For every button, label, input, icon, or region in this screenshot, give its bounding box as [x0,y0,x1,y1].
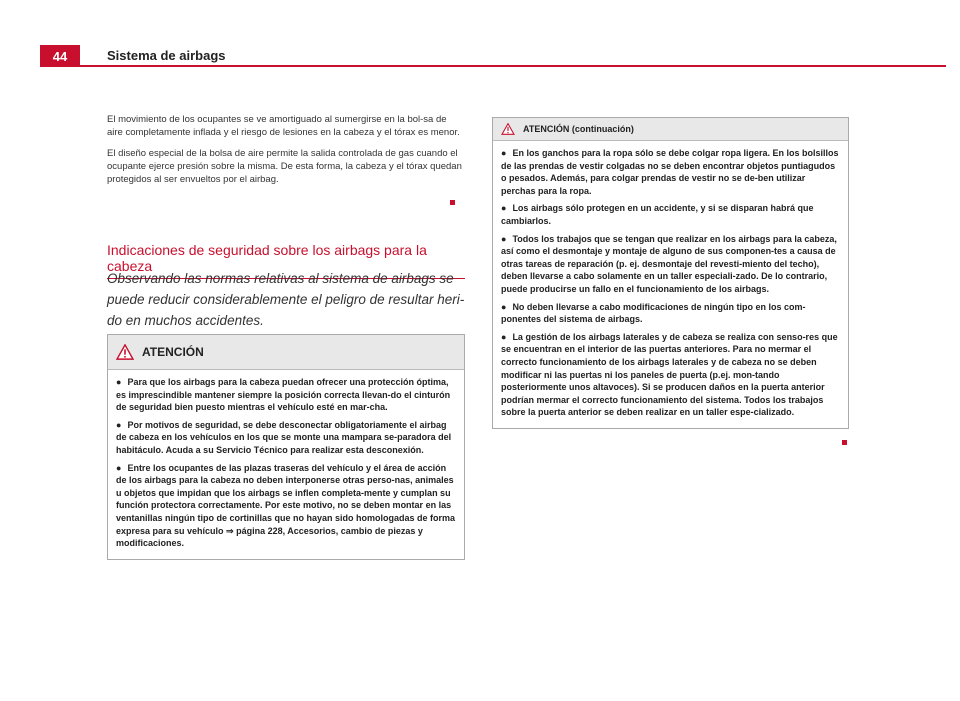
warning-header [108,335,464,370]
bullet-icon: ● [501,203,507,214]
warning-body [108,370,464,559]
warning-bullet [501,233,840,296]
bullet-icon: ● [116,419,122,430]
body-paragraph: El diseño especial de la bolsa de aire permite la salida controlada de gas cuando el ocupante ejerce presión sobre la misma. De esta forma, la cabeza y el tórax quedan protegidos al ser envueltos por el airbag. [107,148,462,185]
warning-bullet-text: La gestión de los airbags laterales y de cabeza se realiza con senso-res que se encuentran en el interior de las puertas anteriores. Para no mermar el correcto funcionamiento de los airbags laterales y de cabeza no se deben modificar ni las puertas ni los paneles de puerta (p.ej. mon-tando posteriormente unos altavoces). Si se producen daños en la puerta anterior podrían mermar el correcto funcionamiento del sistema. Todos los trabajos sobre la puerta anterior se deben realizar en un taller espe-cializado. [501,331,838,418]
warning-bullet-text: Todos los trabajos que se tengan que realizar en los airbags para la cabeza, así como el desmontaje y montaje de alguno de sus componen-tes a causa de otras tareas de reparación (p. ej. desmontaje del revesti-miento del techo), deben llevarse a cabo solamente en un taller especiali-zado. De lo contrario, puede producirse un fallo en el funcionamiento de los airbags. [501,233,837,294]
bullet-icon: ● [501,233,507,244]
warning-title: ATENCIÓN [142,345,204,359]
warning-icon [116,344,134,360]
warning-bullet [501,331,840,419]
warning-bullet [501,301,840,326]
section-end-marker [450,200,455,205]
page-number: 44 [40,45,80,67]
bullet-icon: ● [501,331,507,342]
warning-bullet [116,462,456,550]
bullet-icon: ● [116,377,122,387]
warning-bullet-text: Los airbags sólo protegen en un accidente, y si se disparan habrá que cambiarlos. [501,203,814,226]
warning-bullet-text: Por motivos de seguridad, se debe desconectar obligatoriamente el airbag de cabeza en los vehículos en los que se monte una mampara se-paradora del habitáculo. Acuda a su Servicio Técnico para realizar esta desconexión. [116,419,452,455]
subsection-heading: Indicaciones de seguridad sobre los airbags para la cabeza [107,242,465,279]
warning-bullet-text: En los ganchos para la ropa sólo se debe colgar ropa ligera. En los bolsillos de las prendas de vestir colgadas no se deben encontrar objetos puntiagudos o pesados. Además, para colgar prendas de vestir no se de-ben utilizar perchas para la ropa. [501,148,839,196]
bullet-icon: ● [116,462,122,473]
warning-box [107,334,465,560]
warning-header [493,118,848,141]
warning-box-continued [492,117,849,429]
warning-bullet [501,202,840,227]
warning-bullet-text: Entre los ocupantes de las plazas traseras del vehículo y el área de acción de los airbags para la cabeza no deben interponerse otras perso-nas, animales u objetos que impidan que los airbags se inflen completa-mente y cumplan su función protectora correctamente. Por este motivo, no se deben montar en las ventanillas ningún tipo de cortinillas que no hayan sido homologadas de forma expresa para su vehículo ⇒ página 228, Accesorios, cambio de piezas y modificaciones. [116,462,456,549]
intro-text: Observando las normas relativas al sistema de airbags se puede reducir considerablemente el peligro de resultar heri-do en muchos accidentes. [107,271,465,328]
warning-title: ATENCIÓN (continuación) [523,124,634,134]
warning-bullet-text: No deben llevarse a cabo modificaciones de ningún tipo en los com-ponentes del sistema de airbags. [501,301,806,325]
warning-bullet [116,419,456,457]
warning-bullet [501,147,840,197]
header-divider [80,65,946,67]
bullet-icon: ● [501,301,507,312]
section-end-marker [842,440,847,445]
body-paragraph: El movimiento de los ocupantes se ve amortiguado al sumergirse en la bol-sa de aire completamente inflada y el riesgo de lesiones en la cabeza y el tórax es menor. [107,114,460,138]
warning-body [493,141,848,428]
warning-icon [501,123,515,135]
left-column-text [107,113,463,194]
warning-bullet [116,376,456,414]
bullet-icon: ● [501,148,507,158]
warning-bullet-text: Para que los airbags para la cabeza puedan ofrecer una protección óptima, es imprescindible mantener siempre la posición correcta llevan-do el cinturón de seguridad bien puesto mientras el vehículo esté en mar-cha. [116,377,451,413]
section-title: Sistema de airbags [107,48,226,63]
